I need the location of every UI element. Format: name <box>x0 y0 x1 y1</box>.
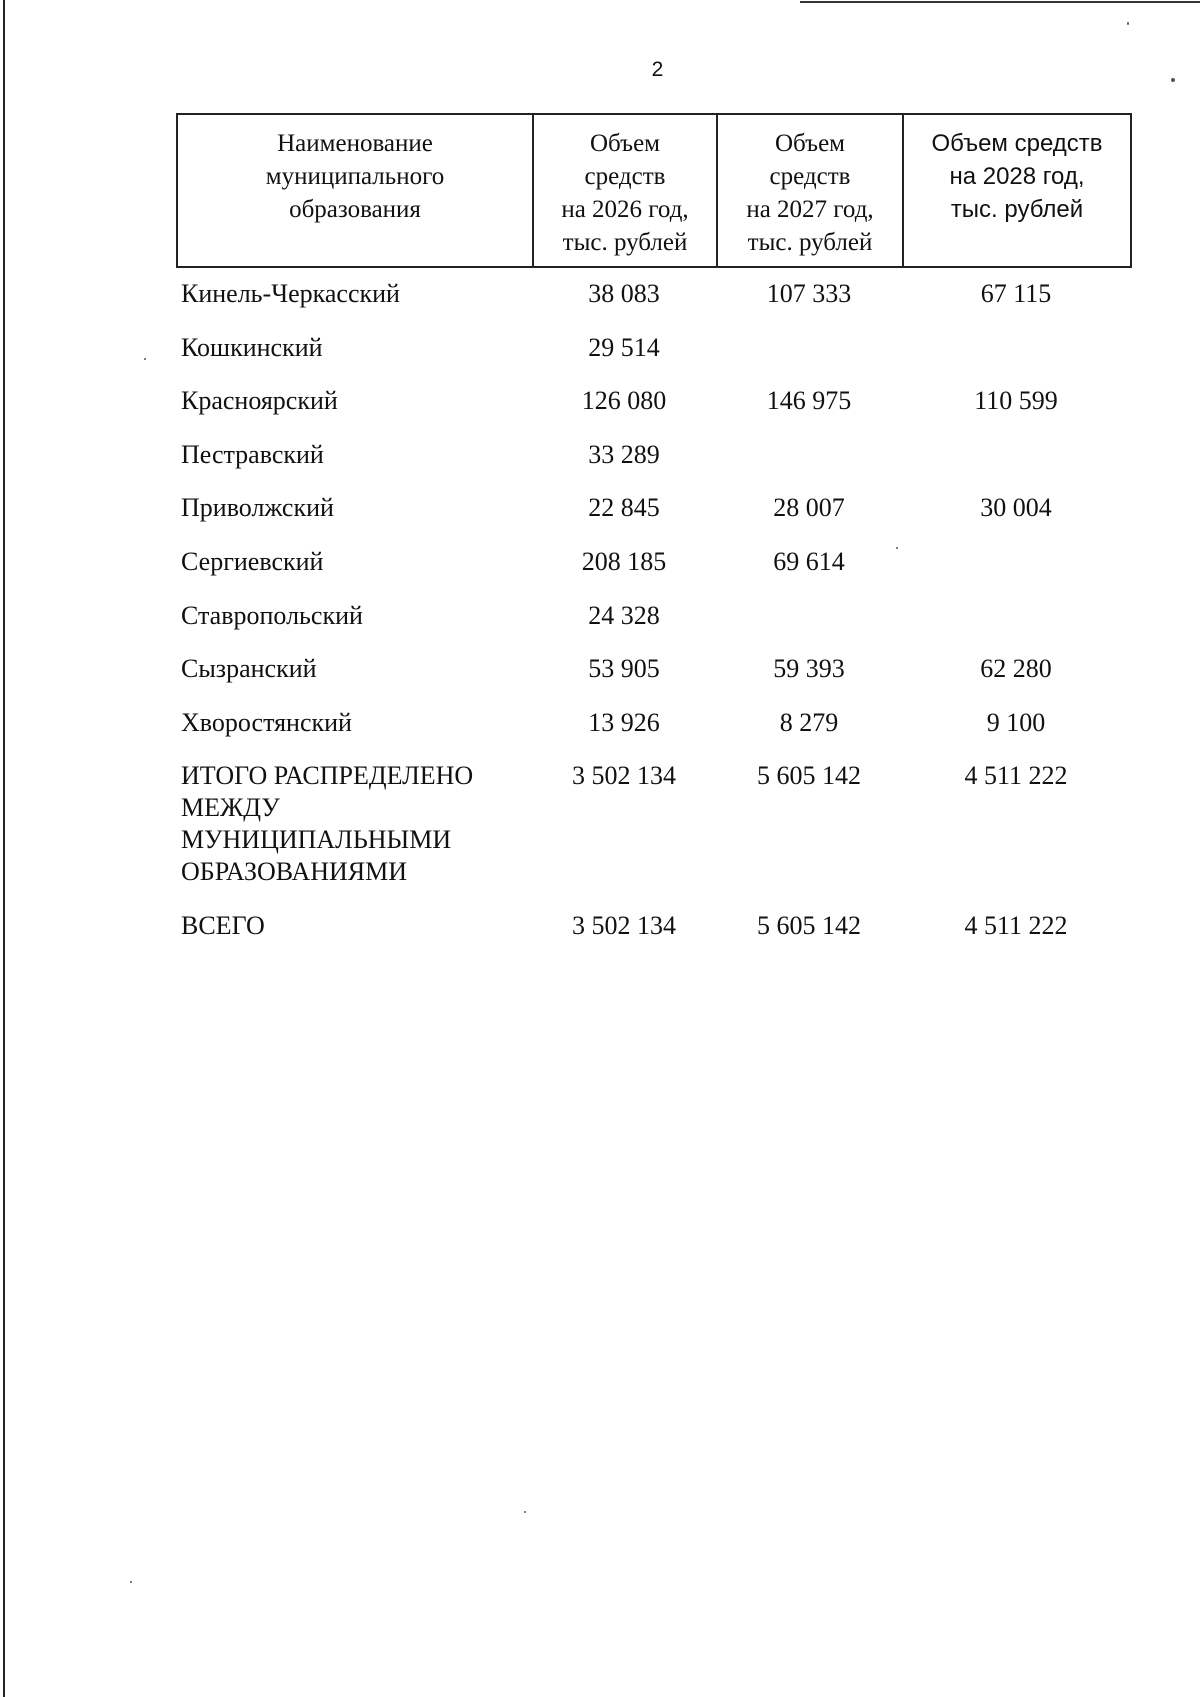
row-name: Хворостянский <box>181 707 352 737</box>
value-2026: 24 328 <box>588 600 660 630</box>
value-2026: 126 080 <box>581 386 667 416</box>
table-row <box>176 590 1130 644</box>
value-2027: 28 007 <box>773 493 845 523</box>
header-2028: Объем средств на 2028 год, тыс. рублей <box>903 114 1131 267</box>
value-2028: 4 511 222 <box>964 761 1068 791</box>
page-number: 2 <box>651 58 664 81</box>
table-body <box>176 268 1130 954</box>
row-name: Сызранский <box>181 654 317 684</box>
table-row <box>176 322 1130 376</box>
scan-speck <box>144 358 146 360</box>
table-row <box>176 375 1130 429</box>
value-2027: 8 279 <box>779 707 839 737</box>
table-row <box>176 429 1130 483</box>
row-name: Кошкинский <box>181 332 323 362</box>
scan-speck <box>1171 78 1175 82</box>
table-row <box>176 536 1130 590</box>
scan-speck <box>1127 22 1129 25</box>
scan-speck <box>130 1581 132 1583</box>
value-2026: 208 185 <box>581 546 667 576</box>
value-2026: 22 845 <box>588 493 660 523</box>
table-row <box>176 268 1130 322</box>
value-2028: 62 280 <box>980 654 1052 684</box>
value-2027: 146 975 <box>766 386 852 416</box>
value-2027: 5 605 142 <box>757 761 861 791</box>
scan-speck <box>896 547 898 549</box>
value-2026: 38 083 <box>588 279 660 308</box>
grand-total-row <box>176 900 1130 954</box>
page-top-edge-line <box>800 1 1200 3</box>
value-2028: 9 100 <box>986 707 1046 737</box>
value-2027: 69 614 <box>773 546 845 576</box>
total-label-line: ОБРАЗОВАНИЯМИ <box>181 857 408 887</box>
value-2026: 53 905 <box>588 654 660 684</box>
grand-total-label: ВСЕГО <box>181 911 265 941</box>
row-name: Приволжский <box>181 493 334 523</box>
value-2026: 13 926 <box>588 707 660 737</box>
value-2026: 29 514 <box>588 332 660 362</box>
row-name: Пестравский <box>181 439 324 469</box>
value-2027: 5 605 142 <box>757 911 861 941</box>
value-2026: 33 289 <box>588 439 660 469</box>
header-municipality: Наименование муниципального образования <box>177 114 533 267</box>
table-row <box>176 643 1130 697</box>
value-2027: 107 333 <box>766 279 852 308</box>
table-row <box>176 482 1130 536</box>
value-2028: 110 599 <box>974 386 1058 416</box>
value-2027: 59 393 <box>773 654 845 684</box>
row-name: Сергиевский <box>181 546 324 576</box>
total-label-line: МЕЖДУ <box>181 793 280 823</box>
page-left-edge-line <box>3 0 5 1697</box>
value-2028: 4 511 222 <box>964 911 1068 941</box>
total-label-line: МУНИЦИПАЛЬНЫМИ <box>181 825 452 855</box>
table-header <box>176 113 1132 268</box>
value-2028: 30 004 <box>980 493 1052 523</box>
header-2027: Объем средств на 2027 год, тыс. рублей <box>717 114 903 267</box>
value-2026: 3 502 134 <box>572 911 676 941</box>
total-distributed-label <box>181 760 521 888</box>
value-2026: 3 502 134 <box>572 761 676 791</box>
row-name: Красноярский <box>181 386 338 416</box>
total-distributed-row <box>176 750 1130 900</box>
row-name: Кинель-Черкасский <box>181 279 400 308</box>
header-2026: Объем средств на 2026 год, тыс. рублей <box>533 114 717 267</box>
table-row <box>176 697 1130 751</box>
scan-speck <box>524 1511 526 1513</box>
value-2028: 67 115 <box>980 279 1052 308</box>
total-label-line: ИТОГО РАСПРЕДЕЛЕНО <box>181 761 474 791</box>
row-name: Ставропольский <box>181 600 363 630</box>
